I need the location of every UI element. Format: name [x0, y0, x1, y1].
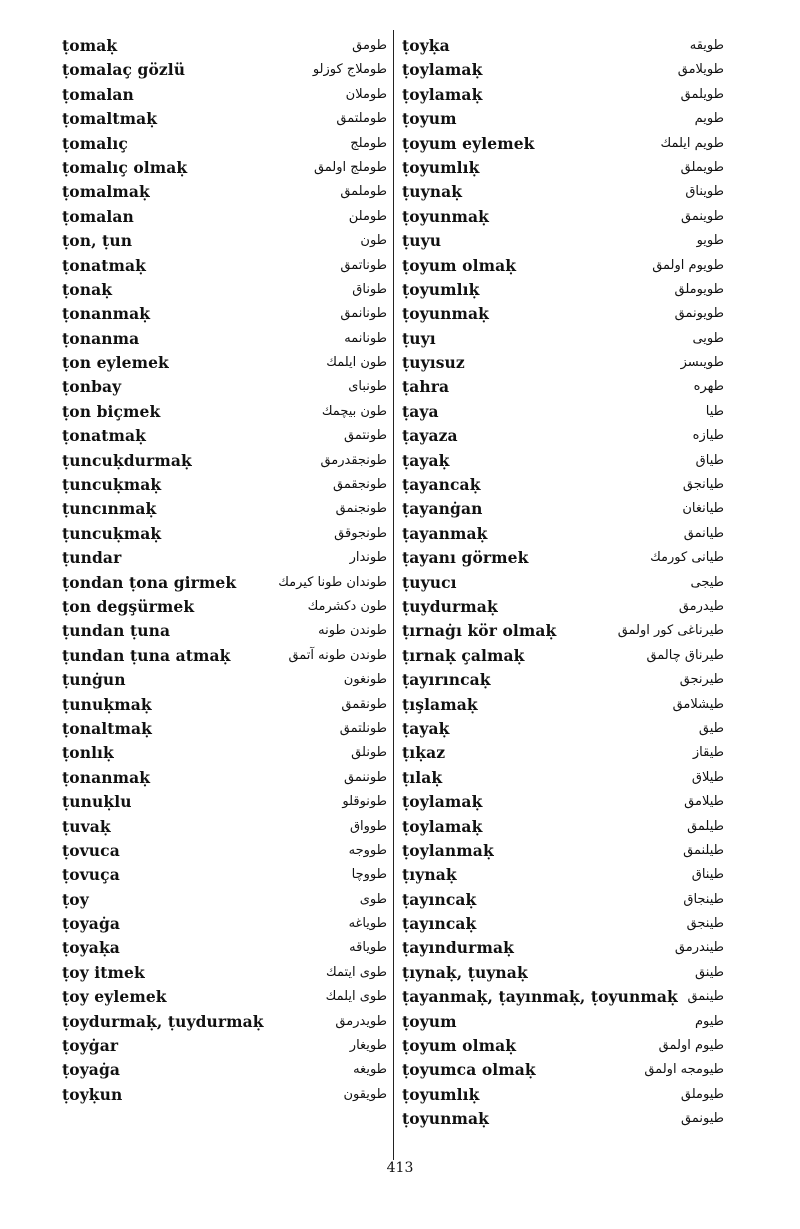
- entry-arabic: طونجنمق: [335, 501, 387, 517]
- dictionary-entry: [402, 132, 724, 156]
- entry-latin: ṭundan ṭuna: [62, 621, 171, 641]
- entry-arabic: طوملاج كوزلو: [312, 62, 387, 78]
- entry-latin: ṭırnaḳ çalmaḳ: [402, 645, 525, 665]
- entry-latin: ṭunġun: [62, 670, 126, 690]
- dictionary-entry: [62, 375, 387, 399]
- entry-arabic: طوى ايتمك: [326, 964, 387, 980]
- entry-latin: ṭomalan: [62, 206, 134, 226]
- entry-latin: ṭoy: [62, 889, 89, 909]
- entry-latin: ṭoyumlıḳ: [402, 157, 480, 177]
- dictionary-entry: [62, 1083, 387, 1107]
- dictionary-entry: [62, 912, 387, 936]
- dictionary-entry: [402, 351, 724, 375]
- dictionary-entry: [62, 790, 387, 814]
- dictionary-entry: [62, 83, 387, 107]
- entry-arabic: طينق: [694, 964, 724, 980]
- entry-arabic: طوملج: [350, 135, 387, 151]
- entry-arabic: طويم ايلمك: [660, 135, 724, 151]
- dictionary-entry: [62, 693, 387, 717]
- dictionary-entry: [62, 254, 387, 278]
- entry-arabic: طوندن طونه: [318, 623, 387, 639]
- dictionary-entry: [62, 205, 387, 229]
- entry-latin: ṭonatmaḳ: [62, 426, 146, 446]
- entry-latin: ṭomalan: [62, 84, 134, 104]
- entry-arabic: طيلامق: [684, 794, 724, 810]
- entry-latin: ṭoyumlıḳ: [402, 279, 480, 299]
- entry-arabic: طويىسز: [680, 355, 724, 371]
- entry-latin: ṭuvaḳ: [62, 816, 111, 836]
- dictionary-entry: [62, 229, 387, 253]
- entry-latin: ṭayanı görmek: [402, 548, 529, 568]
- entry-arabic: طويوم اولمق: [652, 257, 724, 273]
- dictionary-entry: [402, 961, 724, 985]
- entry-latin: ṭonanmaḳ: [62, 304, 151, 324]
- dictionary-entry: [62, 156, 387, 180]
- dictionary-entry: [62, 107, 387, 131]
- dictionary-entry: [402, 815, 724, 839]
- entry-arabic: طيناق: [691, 867, 724, 883]
- dictionary-entry: [402, 497, 724, 521]
- entry-latin: ṭon degşürmek: [62, 596, 195, 616]
- dictionary-entry: [62, 34, 387, 58]
- entry-latin: ṭırnaġı kör olmaḳ: [402, 621, 557, 641]
- entry-latin: ṭayıncaḳ: [402, 914, 477, 934]
- dictionary-entry: [402, 571, 724, 595]
- entry-latin: ṭuncuḳmaḳ: [62, 523, 162, 543]
- entry-arabic: طويم: [694, 111, 724, 127]
- entry-arabic: طونانمه: [344, 330, 387, 346]
- dictionary-entry: [62, 766, 387, 790]
- dictionary-entry: [62, 351, 387, 375]
- dictionary-entry: [402, 790, 724, 814]
- dictionary-entry: [62, 1058, 387, 1082]
- entry-latin: ṭayındurmaḳ: [402, 938, 514, 958]
- dictionary-entry: [402, 912, 724, 936]
- dictionary-entry: [402, 400, 724, 424]
- entry-arabic: طوياغه: [348, 916, 387, 932]
- entry-arabic: طوملمق: [340, 184, 387, 200]
- dictionary-entry: [402, 449, 724, 473]
- entry-latin: ṭayancaḳ: [402, 475, 481, 495]
- entry-arabic: طيدرمق: [678, 598, 724, 614]
- dictionary-entry: [62, 571, 387, 595]
- page-number: 413: [386, 1160, 414, 1176]
- entry-arabic: طومق: [352, 38, 387, 53]
- entry-arabic: طونباى: [348, 379, 387, 395]
- entry-arabic: طوندان طونا كيرمك: [278, 574, 387, 590]
- dictionary-entry: [402, 156, 724, 180]
- entry-arabic: طوواق: [349, 818, 387, 834]
- entry-latin: ṭomaltmaḳ: [62, 109, 158, 129]
- entry-latin: ṭoylamaḳ: [402, 792, 483, 812]
- entry-latin: ṭunuḳlu: [62, 792, 132, 812]
- dictionary-entry: [62, 595, 387, 619]
- entry-latin: ṭunuḳmaḳ: [62, 694, 152, 714]
- entry-arabic: طويقه: [689, 38, 724, 53]
- entry-arabic: طيانمق: [683, 525, 724, 541]
- entry-latin: ṭundan ṭuna atmaḳ: [62, 645, 231, 665]
- entry-latin: ṭoy itmek: [62, 962, 145, 982]
- entry-arabic: طوناتمق: [340, 257, 387, 273]
- entry-arabic: طونجقمق: [332, 477, 387, 493]
- entry-latin: ṭoyum: [402, 1011, 457, 1031]
- entry-arabic: طينجق: [686, 916, 724, 932]
- entry-arabic: طيرنجق: [679, 672, 724, 688]
- entry-arabic: طويقون: [343, 1086, 387, 1102]
- entry-arabic: طيانى كورمك: [650, 550, 724, 566]
- entry-latin: ṭoylamaḳ: [402, 84, 483, 104]
- entry-latin: ṭaya: [402, 401, 439, 421]
- dictionary-entry: [402, 83, 724, 107]
- entry-arabic: طيازه: [692, 428, 724, 444]
- entry-arabic: طويونمق: [674, 306, 724, 322]
- entry-arabic: طيرناق چالمق: [646, 647, 724, 663]
- entry-arabic: طونجوقق: [334, 525, 387, 541]
- entry-latin: ṭayanġan: [402, 499, 483, 519]
- entry-latin: ṭoyumca olmaḳ: [402, 1060, 536, 1080]
- entry-arabic: طوناق: [352, 281, 387, 297]
- entry-latin: ṭoyaġa: [62, 914, 121, 934]
- dictionary-entry: [62, 58, 387, 82]
- entry-latin: ṭuncuḳmaḳ: [62, 475, 162, 495]
- entry-arabic: طيشلامق: [672, 696, 724, 712]
- entry-latin: ṭoyḳa: [402, 36, 450, 55]
- entry-latin: ṭayaḳ: [402, 450, 450, 470]
- entry-arabic: طونوقلو: [342, 794, 387, 810]
- entry-latin: ṭıḳaz: [402, 743, 446, 763]
- entry-latin: ṭon eylemek: [62, 353, 169, 373]
- entry-latin: ṭayanmaḳ, ṭayınmaḳ, ṭoyunmaḳ: [402, 987, 678, 1007]
- entry-arabic: طووجه: [348, 842, 387, 858]
- dictionary-entry: [402, 1107, 724, 1131]
- dictionary-entry: [62, 741, 387, 765]
- entry-latin: ṭoyunmaḳ: [402, 304, 490, 324]
- dictionary-entry: [62, 717, 387, 741]
- entry-arabic: طويوملق: [674, 281, 724, 297]
- entry-arabic: طيلمق: [687, 818, 724, 834]
- entry-latin: ṭışlamaḳ: [402, 694, 478, 714]
- entry-arabic: طويلمق: [680, 86, 724, 102]
- entry-latin: ṭuyısuz: [402, 353, 465, 373]
- entry-arabic: طوننمق: [344, 769, 387, 785]
- dictionary-entry: [62, 936, 387, 960]
- dictionary-entry: [402, 717, 724, 741]
- entry-latin: ṭuyucı: [402, 572, 457, 592]
- entry-arabic: طونلق: [351, 745, 387, 761]
- dictionary-entry: [62, 424, 387, 448]
- entry-latin: ṭonatmaḳ: [62, 255, 146, 275]
- dictionary-entry: [402, 693, 724, 717]
- entry-latin: ṭondan ṭona girmek: [62, 572, 237, 592]
- dictionary-entry: [402, 302, 724, 326]
- dictionary-entry: [402, 375, 724, 399]
- dictionary-entry: [62, 400, 387, 424]
- entry-arabic: طووچا: [351, 867, 387, 883]
- entry-arabic: طيانغان: [682, 501, 724, 517]
- entry-arabic: طيانجق: [682, 477, 724, 493]
- entry-arabic: طون بيچمك: [321, 403, 387, 419]
- dictionary-entry: [402, 985, 724, 1009]
- entry-latin: ṭomalaç gözlü: [62, 60, 186, 80]
- entry-arabic: طوملان: [345, 86, 387, 102]
- dictionary-entry: [62, 327, 387, 351]
- entry-latin: ṭonbay: [62, 377, 122, 397]
- entry-latin: ṭonaltmaḳ: [62, 718, 152, 738]
- entry-arabic: طونانمق: [340, 306, 387, 322]
- dictionary-entry: [402, 863, 724, 887]
- dictionary-entry: [62, 302, 387, 326]
- entry-arabic: طون ايلمك: [326, 355, 387, 371]
- right-column: [402, 34, 724, 1132]
- dictionary-entry: [402, 254, 724, 278]
- dictionary-entry: [402, 522, 724, 546]
- dictionary-entry: [62, 839, 387, 863]
- entry-arabic: طينمق: [687, 989, 724, 1005]
- entry-latin: ṭılaḳ: [402, 767, 443, 787]
- entry-arabic: طونقمق: [341, 696, 387, 712]
- entry-latin: ṭoylamaḳ: [402, 816, 483, 836]
- dictionary-entry: [62, 961, 387, 985]
- dictionary-entry: [62, 278, 387, 302]
- dictionary-entry: [62, 497, 387, 521]
- entry-latin: ṭoyum: [402, 109, 457, 129]
- entry-latin: ṭoyum olmaḳ: [402, 1036, 517, 1056]
- dictionary-entry: [402, 839, 724, 863]
- entry-arabic: طينجاق: [683, 891, 724, 907]
- entry-latin: ṭayaḳ: [402, 718, 450, 738]
- entry-latin: ṭoyunmaḳ: [402, 1109, 490, 1129]
- dictionary-entry: [402, 1010, 724, 1034]
- entry-latin: ṭoylanmaḳ: [402, 840, 494, 860]
- dictionary-entry: [402, 644, 724, 668]
- entry-arabic: طيوم: [694, 1013, 724, 1029]
- dictionary-entry: [402, 741, 724, 765]
- entry-arabic: طيرناغى كور اولمق: [617, 623, 724, 639]
- entry-arabic: طيلاق: [691, 769, 724, 785]
- dictionary-entry: [62, 815, 387, 839]
- dictionary-entry: [62, 449, 387, 473]
- entry-latin: ṭıynaḳ: [402, 865, 457, 885]
- entry-arabic: طيوملق: [680, 1086, 724, 1102]
- dictionary-entry: [62, 522, 387, 546]
- entry-arabic: طونتمق: [344, 428, 387, 444]
- entry-arabic: طوندار: [349, 550, 387, 566]
- entry-latin: ṭoyumlıḳ: [402, 1084, 480, 1104]
- entry-latin: ṭoydurmaḳ, ṭuydurmaḳ: [62, 1011, 264, 1031]
- entry-latin: ṭayaza: [402, 426, 458, 446]
- dictionary-entry: [402, 888, 724, 912]
- entry-arabic: طيلنمق: [683, 842, 724, 858]
- entry-latin: ṭomalmaḳ: [62, 182, 150, 202]
- entry-latin: ṭoyaġa: [62, 1060, 121, 1080]
- entry-latin: ṭonlıḳ: [62, 743, 114, 763]
- entry-latin: ṭon biçmek: [62, 401, 161, 421]
- entry-arabic: طوى: [359, 891, 387, 907]
- entry-arabic: طويى: [692, 330, 724, 346]
- dictionary-entry: [402, 766, 724, 790]
- entry-arabic: طويدرمق: [335, 1013, 387, 1029]
- dictionary-entry: [62, 1010, 387, 1034]
- entry-latin: ṭovuca: [62, 840, 120, 860]
- entry-latin: ṭomaḳ: [62, 36, 118, 55]
- entry-latin: ṭoyum eylemek: [402, 133, 535, 153]
- dictionary-entry: [402, 546, 724, 570]
- entry-arabic: طيقاز: [692, 745, 724, 761]
- dictionary-entry: [402, 1083, 724, 1107]
- dictionary-entry: [402, 58, 724, 82]
- entry-latin: ṭayanmaḳ: [402, 523, 488, 543]
- entry-latin: ṭuynaḳ: [402, 182, 463, 202]
- left-column: [62, 34, 387, 1107]
- entry-arabic: طيونمق: [681, 1111, 724, 1127]
- entry-latin: ṭonaḳ: [62, 279, 113, 299]
- entry-latin: ṭovuça: [62, 865, 120, 885]
- dictionary-entry: [402, 205, 724, 229]
- dictionary-entry: [62, 1034, 387, 1058]
- entry-arabic: طويو: [696, 233, 724, 249]
- entry-arabic: طوملج اولمق: [313, 159, 387, 175]
- entry-arabic: طيا: [705, 403, 724, 419]
- entry-latin: ṭuncuḳdurmaḳ: [62, 450, 192, 470]
- dictionary-entry: [62, 863, 387, 887]
- dictionary-entry: [402, 424, 724, 448]
- entry-arabic: طيومجه اولمق: [644, 1062, 724, 1078]
- dictionary-entry: [402, 229, 724, 253]
- dictionary-entry: [62, 132, 387, 156]
- entry-latin: ṭoyum olmaḳ: [402, 255, 517, 275]
- dictionary-entry: [62, 619, 387, 643]
- entry-arabic: طوملن: [348, 208, 387, 224]
- entry-latin: ṭonanmaḳ: [62, 767, 151, 787]
- entry-arabic: طونجقدرمق: [320, 452, 387, 468]
- dictionary-entry: [62, 888, 387, 912]
- entry-arabic: طهره: [693, 379, 724, 395]
- entry-arabic: طويناق: [685, 184, 724, 200]
- entry-arabic: طياق: [695, 452, 724, 468]
- dictionary-entry: [62, 180, 387, 204]
- dictionary-entry: [402, 34, 724, 58]
- dictionary-entry: [62, 473, 387, 497]
- entry-arabic: طونغون: [343, 672, 387, 688]
- entry-latin: ṭayıncaḳ: [402, 889, 477, 909]
- entry-latin: ṭomalıç: [62, 133, 128, 153]
- entry-arabic: طوى ايلمك: [325, 989, 387, 1005]
- dictionary-entry: [62, 668, 387, 692]
- entry-arabic: طوينمق: [681, 208, 724, 224]
- entry-arabic: طويملق: [680, 159, 724, 175]
- dictionary-entry: [62, 546, 387, 570]
- entry-latin: ṭuyı: [402, 328, 436, 348]
- entry-arabic: طيوم اولمق: [658, 1038, 724, 1054]
- entry-arabic: طويغه: [353, 1062, 387, 1078]
- dictionary-entry: [402, 619, 724, 643]
- entry-arabic: طيجى: [690, 574, 724, 590]
- entry-latin: ṭoyunmaḳ: [402, 206, 490, 226]
- entry-arabic: طوملتمق: [336, 111, 387, 127]
- dictionary-entry: [402, 473, 724, 497]
- entry-latin: ṭoyḳun: [62, 1084, 123, 1104]
- entry-latin: ṭuncınmaḳ: [62, 499, 157, 519]
- entry-latin: ṭoyaḳa: [62, 938, 120, 958]
- entry-arabic: طون دكشرمك: [307, 598, 387, 614]
- dictionary-entry: [402, 327, 724, 351]
- entry-latin: ṭoylamaḳ: [402, 60, 483, 80]
- entry-latin: ṭuyu: [402, 231, 442, 251]
- entry-latin: ṭıynaḳ, ṭuynaḳ: [402, 962, 528, 982]
- dictionary-entry: [402, 1058, 724, 1082]
- entry-latin: ṭahra: [402, 377, 450, 397]
- entry-arabic: طويغار: [349, 1038, 387, 1054]
- dictionary-entry: [402, 668, 724, 692]
- dictionary-entry: [402, 180, 724, 204]
- dictionary-entry: [402, 595, 724, 619]
- entry-latin: ṭayırıncaḳ: [402, 670, 491, 690]
- dictionary-entry: [402, 936, 724, 960]
- entry-latin: ṭundar: [62, 548, 122, 568]
- entry-latin: ṭomalıç olmaḳ: [62, 157, 188, 177]
- dictionary-entry: [402, 1034, 724, 1058]
- entry-arabic: طيق: [698, 720, 724, 736]
- entry-arabic: طوندن طونه آتمق: [288, 647, 387, 663]
- entry-arabic: طويلامق: [677, 62, 724, 78]
- dictionary-entry: [62, 644, 387, 668]
- dictionary-entry: [62, 985, 387, 1009]
- dictionary-entry: [402, 107, 724, 131]
- entry-arabic: طوياقه: [349, 940, 387, 956]
- entry-arabic: طونلتمق: [339, 720, 387, 736]
- entry-latin: ṭoyġar: [62, 1036, 119, 1056]
- entry-latin: ṭon, ṭun: [62, 231, 133, 251]
- entry-latin: ṭuydurmaḳ: [402, 596, 498, 616]
- entry-latin: ṭoy eylemek: [62, 987, 167, 1007]
- entry-arabic: طون: [360, 233, 387, 249]
- dictionary-entry: [402, 278, 724, 302]
- entry-latin: ṭonanma: [62, 328, 140, 348]
- entry-arabic: طيندرمق: [674, 940, 724, 956]
- column-divider: [393, 30, 394, 1160]
